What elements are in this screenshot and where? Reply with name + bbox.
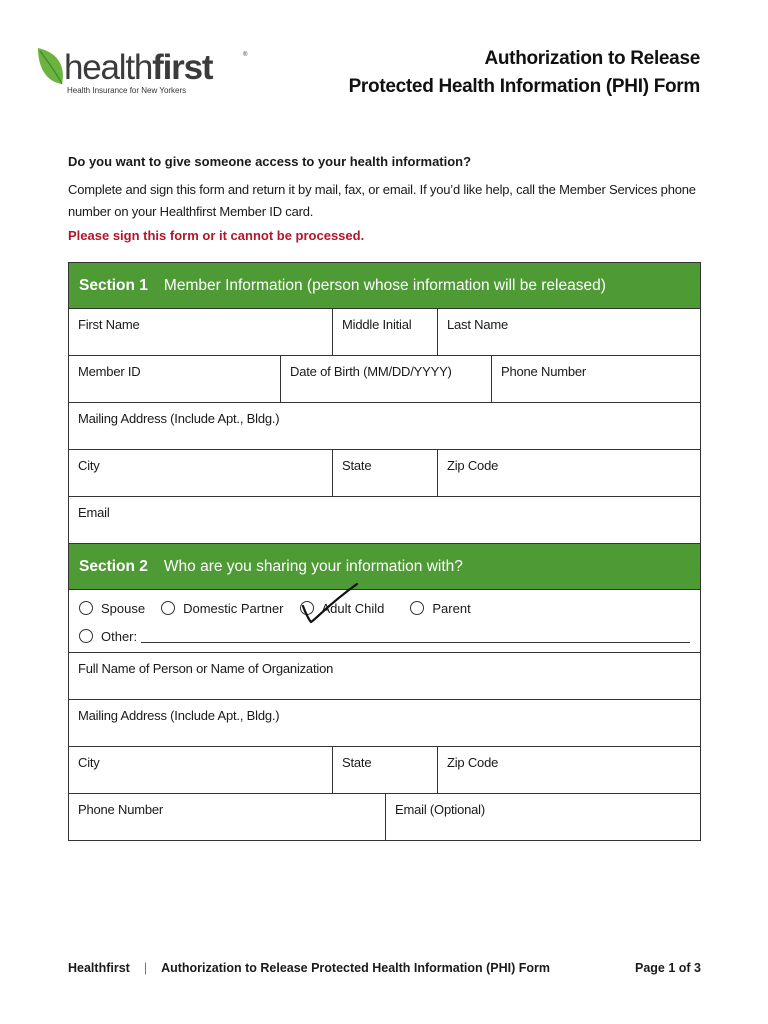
recipient-zip-code-field[interactable]: Zip Code (437, 747, 700, 793)
healthfirst-logo (36, 46, 248, 98)
form-row (69, 793, 700, 840)
radio-circle[interactable] (79, 629, 93, 643)
form-row (69, 449, 700, 496)
intro-block (68, 153, 708, 245)
form-row (69, 746, 700, 793)
section-2-number: Section 2 (79, 557, 148, 575)
section-2-title: Who are you sharing your information with? (163, 557, 463, 575)
radio-label: Domestic Partner (183, 600, 284, 616)
radio-other[interactable] (79, 629, 137, 644)
intro-question: Do you want to give someone access to your health information? (68, 154, 472, 169)
logo-wordmark: healthfirst (64, 48, 213, 87)
recipient-phone-field[interactable]: Phone Number (78, 802, 164, 817)
member-id-field[interactable]: Member ID (78, 364, 141, 379)
radio-circle[interactable] (410, 601, 424, 615)
footer-separator: | (143, 961, 148, 975)
section-1-number: Section 1 (79, 276, 148, 294)
intro-instructions: Complete and sign this form and return it by mail, fax, or email. If you’d like help, call the Member Services phone number on your Healthfirst Member ID card. (68, 182, 696, 219)
recipient-city-field[interactable]: City (78, 755, 100, 770)
footer-title: Authorization to Release Protected Health Information (PHI) Form (161, 961, 551, 975)
recipient-mailing-address-field[interactable]: Mailing Address (Include Apt., Bldg.) (78, 708, 280, 723)
radio-parent[interactable] (410, 601, 470, 616)
registered-mark: ® (243, 52, 248, 58)
page-number: Page 1 of 3 (635, 961, 701, 975)
radio-label: Adult Child (321, 600, 385, 616)
page-title (349, 45, 700, 101)
relationship-radio-row (79, 598, 690, 618)
date-of-birth-field[interactable]: Date of Birth (MM/DD/YYYY) (280, 356, 491, 402)
title-line-2: Protected Health Information (PHI) Form (348, 76, 700, 97)
radio-domestic-partner[interactable] (161, 601, 283, 616)
radio-circle[interactable] (79, 601, 93, 615)
radio-label: Parent (432, 600, 471, 616)
recipient-full-name-field[interactable]: Full Name of Person or Name of Organization (78, 661, 334, 676)
phi-form (68, 262, 701, 841)
other-row (79, 626, 690, 646)
last-name-field[interactable]: Last Name (437, 309, 700, 355)
first-name-field[interactable]: First Name (78, 317, 140, 332)
form-row (69, 402, 700, 449)
phone-number-field[interactable]: Phone Number (491, 356, 700, 402)
form-row (69, 355, 700, 402)
email-field[interactable]: Email (78, 505, 110, 520)
form-row (69, 699, 700, 746)
section-1-header (69, 262, 700, 308)
state-field[interactable]: State (332, 450, 437, 496)
logo-tagline: Health Insurance for New Yorkers (67, 86, 187, 95)
signature-warning: Please sign this form or it cannot be processed. (68, 228, 365, 243)
radio-circle[interactable] (161, 601, 175, 615)
title-line-1: Authorization to Release (484, 48, 700, 69)
other-input-line[interactable] (141, 629, 690, 643)
form-row (69, 308, 700, 355)
page-footer (68, 961, 701, 975)
recipient-state-field[interactable]: State (332, 747, 437, 793)
handwritten-checkmark-icon (299, 582, 359, 630)
radio-label: Spouse (101, 600, 146, 616)
section-2-header (69, 543, 700, 589)
mailing-address-field[interactable]: Mailing Address (Include Apt., Bldg.) (78, 411, 280, 426)
section-1-title: Member Information (person whose information will be released) (163, 276, 606, 294)
radio-spouse[interactable] (79, 601, 145, 616)
radio-label: Other: (101, 628, 138, 644)
recipient-email-field[interactable]: Email (Optional) (385, 794, 700, 840)
city-field[interactable]: City (78, 458, 100, 473)
relationship-options (69, 589, 700, 652)
form-row (69, 496, 700, 543)
middle-initial-field[interactable]: Middle Initial (332, 309, 437, 355)
zip-code-field[interactable]: Zip Code (437, 450, 700, 496)
footer-brand: Healthfirst (68, 961, 130, 975)
form-row (69, 652, 700, 699)
